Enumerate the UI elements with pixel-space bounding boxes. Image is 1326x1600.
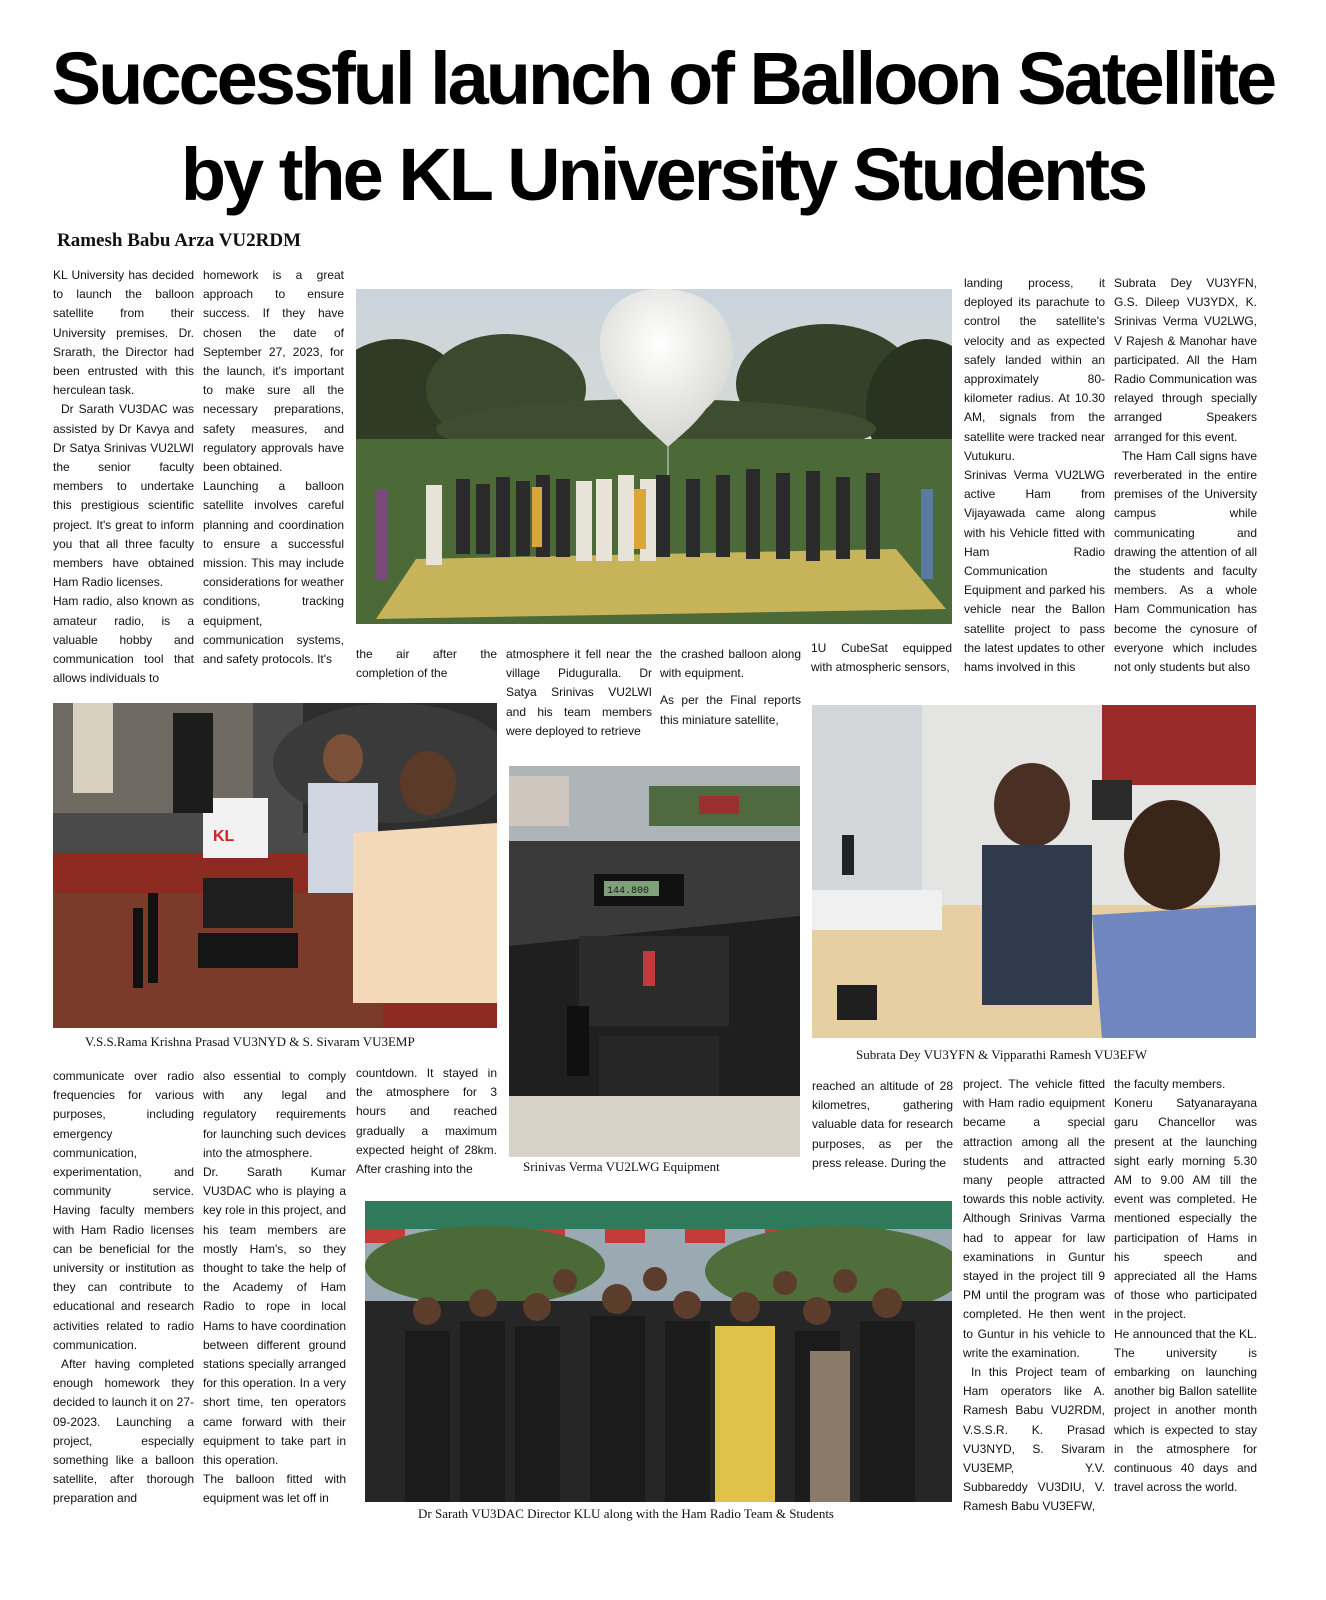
- article-column-top-5: [660, 645, 801, 741]
- article-column-bottom-1: [53, 1067, 194, 1507]
- article-column-top-3: [356, 645, 497, 685]
- paragraph: The Ham Call signs have reverberated in the entire premises of the University campus while communicating and drawing the attention of all the students and faculty members. As a whole Ham Communication has become the cynosure of everyone which includes not only students but also: [1114, 448, 1257, 675]
- paragraph: After having completed enough homework they decided to launch it on 27-09-2023. Launching a project, especially something like a balloon satellite, after thorough preparation and: [53, 1357, 194, 1506]
- caption-operators: V.S.S.Rama Krishna Prasad VU3NYD & S. Sivaram VU3EMP: [85, 1034, 415, 1049]
- article-column-top-8: [1114, 274, 1257, 676]
- paragraph: As per the Final reports this miniature satellite,: [660, 693, 801, 727]
- article-column-top-7: [964, 274, 1105, 676]
- balloon-launch-photo: [356, 289, 952, 624]
- caption-group: Dr Sarath VU3DAC Director KLU along with the Ham Radio Team & Students: [418, 1506, 834, 1521]
- ham-operators-photo: [53, 703, 497, 1028]
- paragraph: Subrata Dey VU3YFN, G.S. Dileep VU3YDX, K. Srinivas Verma VU2LWG, V Rajesh & Manohar have participated. All the Ham Radio Communication was relayed through specially arranged Speakers arranged for this event.: [1114, 276, 1257, 444]
- paragraph: Ham radio, also known as amateur radio, is a valuable hobby and communication tool that allows individuals to: [53, 594, 194, 686]
- paragraph: Dr. Sarath Kumar VU3DAC who is playing a key role in this project, and his team members are mostly Ham's, so they thought to take the help of the Academy of Ham Radio to rope in local Hams to have coordination between different ground stations specially arranged for this operation. In a very short time, ten operators came forward with their equipment to take part in this operation.: [203, 1165, 346, 1468]
- headline-line-1: Successful launch of Balloon Satellite: [51, 37, 1275, 120]
- article-column-top-4: [506, 645, 652, 741]
- article-column-top-2: [203, 266, 344, 686]
- paragraph: Koneru Satyanarayana garu Chancellor was present at the launching sight early morning 5.30 AM to 9.00 AM till the event was completed. He mentioned especially the participation of Hams in his speech and appreciated all the Hams of those who participated in the project.: [1114, 1096, 1257, 1322]
- radio-box-label: KL: [213, 828, 235, 845]
- article-column-bottom-3: [356, 1064, 497, 1180]
- paragraph: Launching a balloon satellite involves careful planning and coordination to ensure a successful mission. This may include considerations for weather conditions, tracking equipment, communication systems, and safety protocols. It's: [203, 479, 344, 667]
- headline-line-2: by the KL University Students: [180, 133, 1146, 216]
- article-column-bottom-6: [1114, 1075, 1257, 1520]
- group-team-photo: [365, 1201, 952, 1502]
- paragraph: 1U CubeSat equipped with atmospheric sensors,: [811, 641, 952, 675]
- paragraph: reached an altitude of 28 kilometres, gathering valuable data for research purposes, as per the press release. During the: [812, 1079, 953, 1170]
- paragraph: Srinivas Verma VU2LWG active Ham from Vijayawada came along with his Vehicle fitted with Ham Radio Communication Equipment and parked his vehicle near the Ballon satellite project to pass the latest updates to other hams involved in this: [964, 468, 1105, 675]
- paragraph: homework is a great approach to ensure success. If they have chosen the date of September 27, 2023, for the launch, it's important to make sure all the necessary preparations, safety measures, and regulatory approvals have been obtained.: [203, 268, 344, 475]
- paragraph: The balloon fitted with equipment was let off in: [203, 1472, 346, 1506]
- paragraph: the faculty members.: [1114, 1077, 1226, 1091]
- caption-vehicle: Srinivas Verma VU2LWG Equipment: [523, 1159, 720, 1174]
- article-column-top-6: [811, 639, 952, 679]
- paragraph: In this Project team of Ham operators like A. Ramesh Babu VU2RDM, V.S.S.R. K. Prasad VU3NYD, S. Sivaram VU3EMP, Y.V. Subbareddy VU3DIU, V. Ramesh Babu VU3EFW,: [963, 1365, 1105, 1514]
- radio-display-text: 144.800: [607, 886, 650, 897]
- office-radio-photo: [812, 705, 1256, 1038]
- paragraph: atmosphere it fell near the village Piduguralla. Dr Satya Srinivas VU2LWI and his team members were deployed to retrieve: [506, 647, 652, 738]
- article-column-bottom-4: [812, 1077, 953, 1177]
- article-column-bottom-5: [963, 1075, 1105, 1520]
- paragraph: countdown. It stayed in the atmosphere for 3 hours and reached gradually a maximum expected height of 28km. After crashing into the: [356, 1066, 497, 1177]
- paragraph: Dr Sarath VU3DAC was assisted by Dr Kavya and Dr Satya Srinivas VU2LWI the senior faculty members to undertake this prestigious scientific project. It's great to inform you that all three faculty members have obtained Ham Radio licenses.: [53, 402, 194, 590]
- paragraph: landing process, it deployed its parachute to control the satellite's velocity and as expected safely landed within an approximately 80-kilometer radius. At 10.30 AM, signals from the satellite were tracked near Vutukuru.: [964, 276, 1105, 463]
- article-column-bottom-2: [203, 1067, 346, 1507]
- vehicle-equipment-photo: [509, 766, 800, 1157]
- paragraph: KL University has decided to launch the balloon satellite from their University premises. Dr. Srarath, the Director had been entrusted with this herculean task.: [53, 268, 194, 398]
- paragraph: project. The vehicle fitted with Ham radio equipment became a special attraction among all the students and attracted many people attracted towards this noble activity. Although Srinivas Varma had to appear for law examinations in Guntur stayed in the project till 9 PM until the program was completed. He then went to Guntur in his vehicle to write the examination.: [963, 1077, 1105, 1360]
- paragraph: He announced that the KL. The university is embarking on launching another big Ballon satellite project in another month which is expected to stay in the atmosphere for continuous 40 days and travel across the world.: [1114, 1326, 1257, 1495]
- article-column-top-1: [53, 266, 194, 686]
- paragraph: the air after the completion of the: [356, 647, 497, 681]
- paragraph: the crashed balloon along with equipment.: [660, 647, 801, 681]
- paragraph: also essential to comply with any legal and regulatory requirements for launching such devices into the atmosphere.: [203, 1069, 346, 1160]
- caption-office: Subrata Dey VU3YFN & Vipparathi Ramesh VU3EFW: [856, 1047, 1147, 1062]
- paragraph: communicate over radio frequencies for various purposes, including emergency communication, experimentation, and community service. Having faculty members with Ham Radio licenses can be beneficial for the university or institution as they can contribute to educational and research activities related to radio communication.: [53, 1069, 194, 1352]
- byline: Ramesh Babu Arza VU2RDM: [57, 230, 302, 251]
